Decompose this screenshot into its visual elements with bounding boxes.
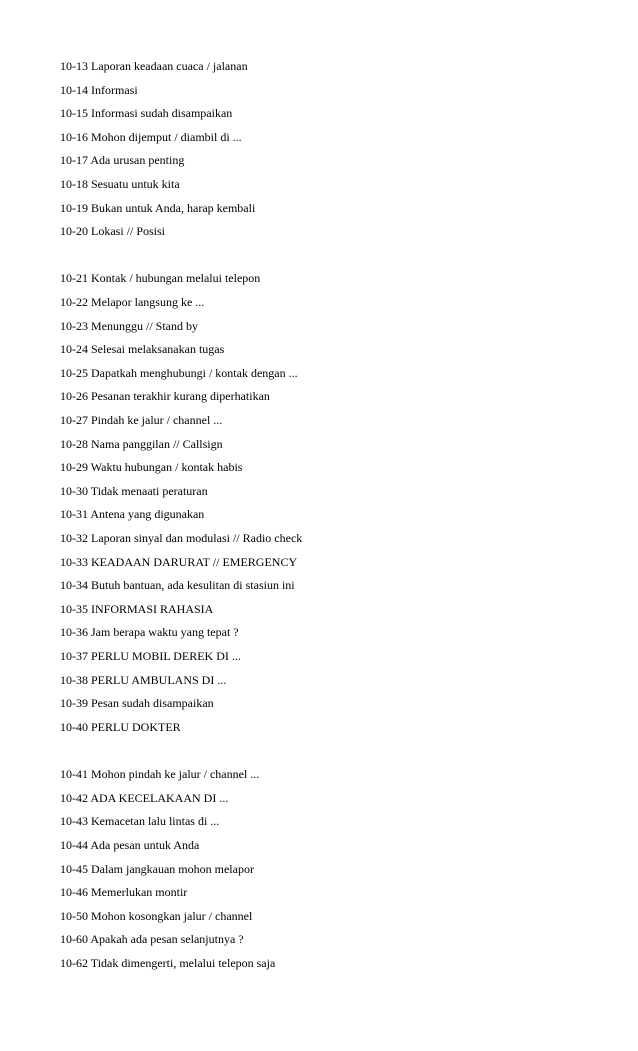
code-line-10-62: 10-62 Tidak dimengerti, melalui telepon saja	[60, 956, 276, 970]
code-line-10-25: 10-25 Dapatkah menghubungi / kontak dengan ...	[60, 366, 298, 380]
code-line-10-34: 10-34 Butuh bantuan, ada kesulitan di stasiun ini	[60, 578, 295, 592]
code-line-10-40: 10-40 PERLU DOKTER	[60, 720, 181, 734]
code-line-10-22: 10-22 Melapor langsung ke ...	[60, 295, 205, 309]
code-line-10-46: 10-46 Memerlukan montir	[60, 885, 188, 899]
code-line-10-43: 10-43 Kemacetan lalu lintas di ...	[60, 814, 220, 828]
code-line-10-50: 10-50 Mohon kosongkan jalur / channel	[60, 909, 253, 923]
code-line-10-39: 10-39 Pesan sudah disampaikan	[60, 696, 214, 710]
code-line-10-23: 10-23 Menunggu // Stand by	[60, 319, 198, 333]
code-line-10-36: 10-36 Jam berapa waktu yang tepat ?	[60, 625, 239, 639]
code-line-10-28: 10-28 Nama panggilan // Callsign	[60, 437, 223, 451]
code-line-10-29: 10-29 Waktu hubungan / kontak habis	[60, 460, 243, 474]
code-line-10-15: 10-15 Informasi sudah disampaikan	[60, 106, 233, 120]
code-line-10-19: 10-19 Bukan untuk Anda, harap kembali	[60, 201, 256, 215]
code-line-10-13: 10-13 Laporan keadaan cuaca / jalanan	[60, 59, 248, 73]
code-line-10-30: 10-30 Tidak menaati peraturan	[60, 484, 208, 498]
code-line-10-44: 10-44 Ada pesan untuk Anda	[60, 838, 200, 852]
code-line-10-20: 10-20 Lokasi // Posisi	[60, 224, 166, 238]
code-line-10-27: 10-27 Pindah ke jalur / channel ...	[60, 413, 223, 427]
code-line-10-14: 10-14 Informasi	[60, 83, 138, 97]
code-line-10-31: 10-31 Antena yang digunakan	[60, 507, 205, 521]
code-line-10-16: 10-16 Mohon dijemput / diambil di ...	[60, 130, 242, 144]
code-line-10-32: 10-32 Laporan sinyal dan modulasi // Radio check	[60, 531, 303, 545]
code-line-10-37: 10-37 PERLU MOBIL DEREK DI ...	[60, 649, 241, 663]
code-line-10-45: 10-45 Dalam jangkauan mohon melapor	[60, 862, 254, 876]
code-line-10-42: 10-42 ADA KECELAKAAN DI ...	[60, 791, 229, 805]
code-line-10-24: 10-24 Selesai melaksanakan tugas	[60, 342, 225, 356]
code-line-10-26: 10-26 Pesanan terakhir kurang diperhatikan	[60, 389, 270, 403]
code-line-10-38: 10-38 PERLU AMBULANS DI ...	[60, 673, 227, 687]
code-line-10-18: 10-18 Sesuatu untuk kita	[60, 177, 180, 191]
code-line-10-33: 10-33 KEADAAN DARURAT // EMERGENCY	[60, 555, 298, 569]
code-line-10-21: 10-21 Kontak / hubungan melalui telepon	[60, 271, 261, 285]
code-line-10-35: 10-35 INFORMASI RAHASIA	[60, 602, 214, 616]
code-line-10-41: 10-41 Mohon pindah ke jalur / channel ...	[60, 767, 260, 781]
code-line-10-60: 10-60 Apakah ada pesan selanjutnya ?	[60, 932, 244, 946]
code-line-10-17: 10-17 Ada urusan penting	[60, 153, 185, 167]
